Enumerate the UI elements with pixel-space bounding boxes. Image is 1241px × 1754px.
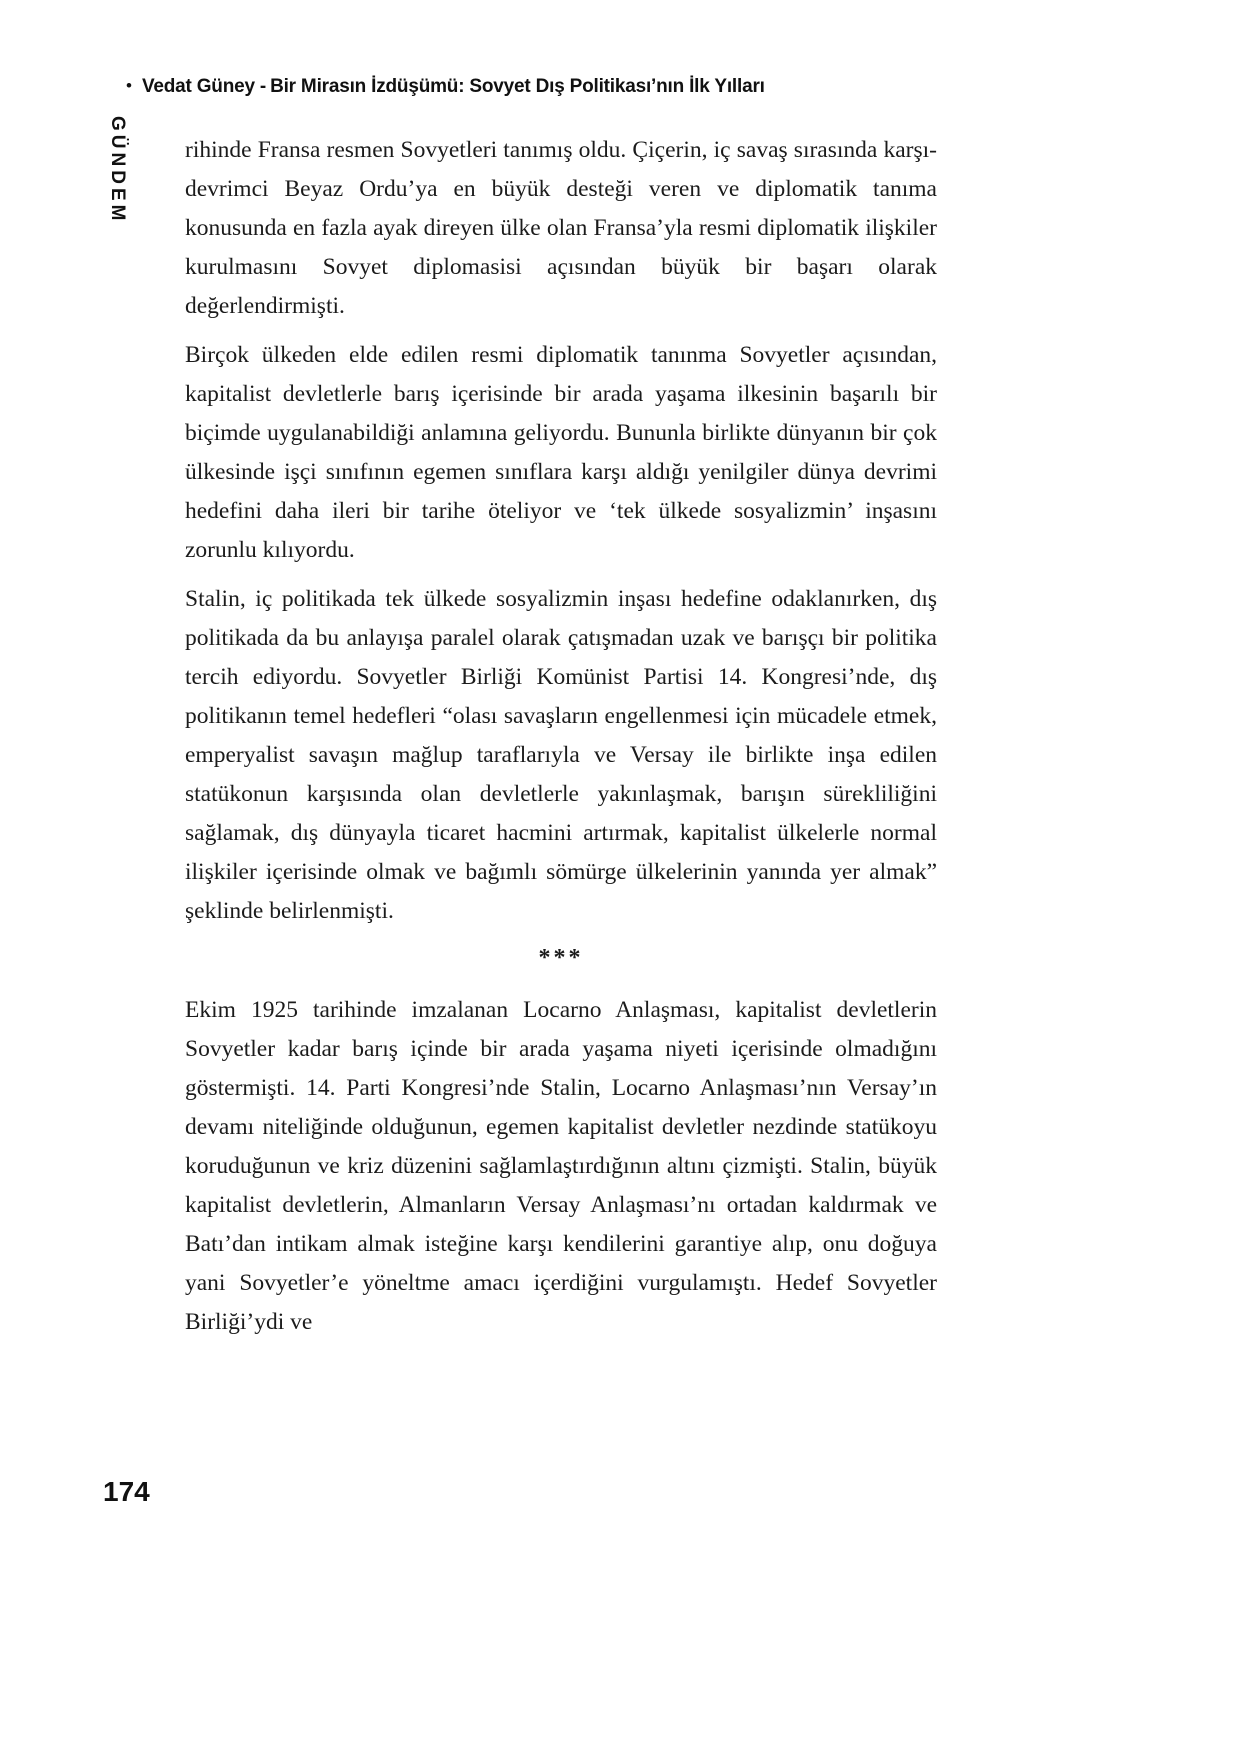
paragraph: Birçok ülkeden elde edilen resmi diplomatik tanınma Sovyetler açısından, kapitalist devletlerle barış içerisinde bir arada yaşama ilkesinin başarılı bir biçimde uygulanabildiği anlamına geliyordu. Bununla birlikte dünyanın bir çok ülkesinde işçi sınıfının egemen sınıflara karşı aldığı yenilgiler dünya devrimi hedefini daha ileri bir tarihe öteliyor ve ‘tek ülkede sosyalizmin’ inşasını zorunlu kılıyordu. — [185, 342, 937, 563]
header-article-title: Bir Mirasın İzdüşümü: Sovyet Dış Politikası’nın İlk Yılları — [270, 76, 765, 97]
paragraph: Ekim 1925 tarihinde imzalanan Locarno Anlaşması, kapitalist devletlerin Sovyetler kadar barış içinde bir arada yaşama niyeti içerisinde olmadığını göstermişti. 14. Parti Kongresi’nde Stalin, Locarno Anlaşması’nın Versay’ın devamı niteliğinde olduğunun, egemen kapitalist devletler nezdinde statükoyu koruduğunun ve kriz düzenini sağlamlaştırdığının altını çizmişti. Stalin, büyük kapitalist devletlerin, Almanların Versay Anlaşması’nı ortadan kaldırmak ve Batı’dan intikam almak isteğine karşı kendilerini garantiye alıp, onu doğuya yani Sovyetler’e yöneltme amacı içerdiğini vurgulamıştı. Hedef Sovyetler Birliği’ydi ve — [185, 997, 937, 1335]
section-label-gundem: GÜNDEM — [107, 116, 128, 225]
article-body — [185, 131, 937, 1352]
header-author: Vedat Güney - — [141, 76, 267, 97]
page-number: 174 — [103, 1476, 150, 1507]
page-header — [126, 76, 765, 98]
section-separator: *** — [538, 945, 584, 971]
paragraph: rihinde Fransa resmen Sovyetleri tanımış oldu. Çiçerin, iç savaş sırasında karşı-devrimci Beyaz Ordu’ya en büyük desteği veren ve diplomatik tanıma konusunda en fazla ayak direyen ülke olan Fransa’yla resmi diplomatik ilişkiler kurulmasını Sovyet diplomasisi açısından büyük bir başarı olarak değerlendirmişti. — [185, 137, 937, 319]
header-bullet-icon: • — [126, 76, 132, 95]
paragraph: Stalin, iç politikada tek ülkede sosyalizmin inşası hedefine odaklanırken, dış politikada da bu anlayışa paralel olarak çatışmadan uzak ve barışçı bir politika tercih ediyordu. Sovyetler Birliği Komünist Partisi 14. Kongresi’nde, dış politikanın temel hedefleri “olası savaşların engellenmesi için mücadele etmek, emperyalist savaşın mağlup taraflarıyla ve Versay ile birlikte inşa edilen statükonun karşısında olan devletlerle yakınlaşmak, barışın sürekliliğini sağlamak, dış dünyayla ticaret hacmini artırmak, kapitalist ülkelerle normal ilişkiler içerisinde olmak ve bağımlı sömürge ülkelerinin yanında yer almak” şeklinde belirlenmişti. — [185, 586, 937, 924]
